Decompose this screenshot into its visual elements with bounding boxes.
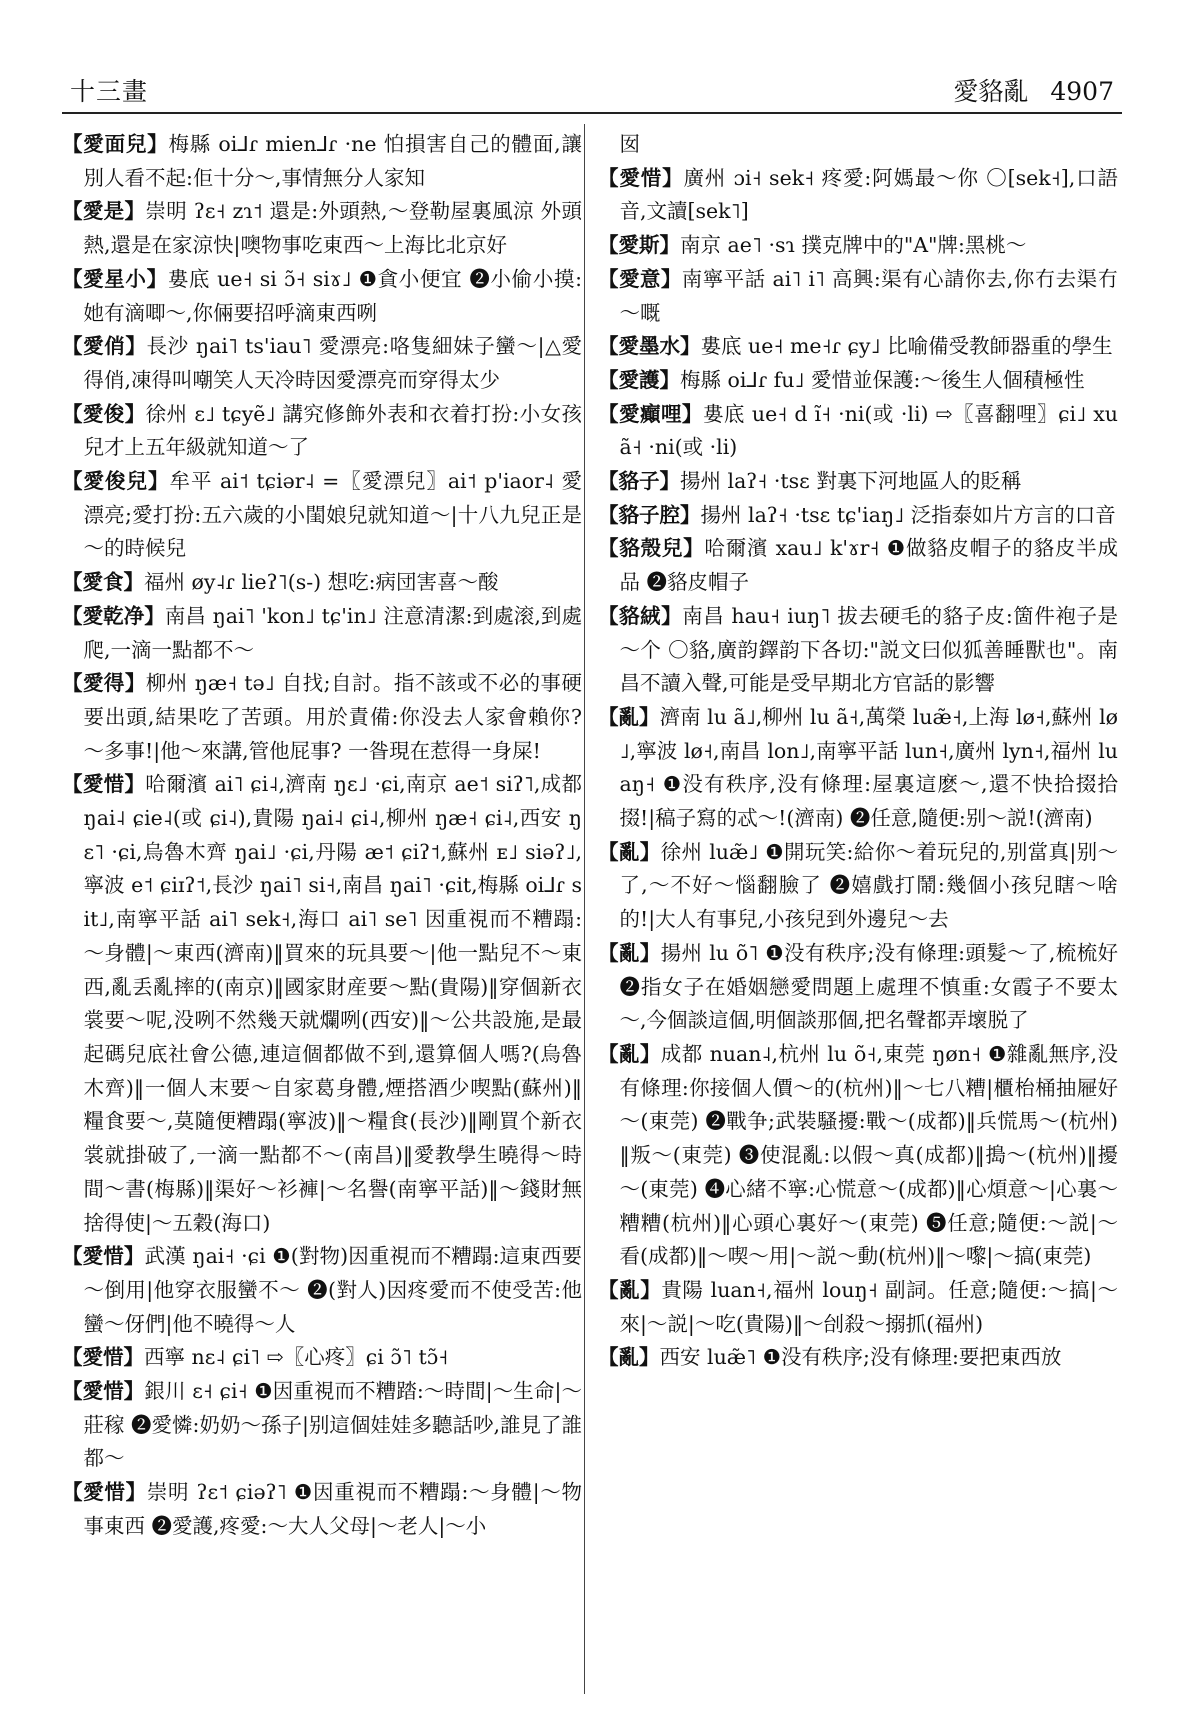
entry-body: 濟南 lu ã˩,柳州 lu ã˧,萬榮 luæ̃˧,上海 lø˧,蘇州 lø˩,寧波 lø˧,南昌 lon˩,南寧平話 lun˧,廣州 lyn˧,福州 luaŋ˧ ❶没有秩序,没有條理:屋裏這麽～,還不快拾掇拾掇!|稿子寫的忒～!(濟南) ❷任意,隨便:别～説!(濟南) [619, 704, 1118, 831]
entry-headword: 【愛惜】 [62, 1379, 145, 1404]
entry-headword: 【亂】 [598, 1041, 661, 1066]
dictionary-entry [62, 398, 582, 465]
dictionary-entry [598, 701, 1118, 836]
entry-body: 梅縣 oi⅃ɾ mien⅃ɾ ·ne 怕損害自己的體面,讓別人看不起:佢十分～,事情無分人家知 [83, 132, 582, 190]
entry-body: 揚州 laʔ˧ ·tsɛ 對裏下河地區人的貶稱 [680, 469, 1022, 494]
entry-body: 徐州 ɛ˩ tɕyẽ˩ 講究修飾外表和衣着打扮:小女孩兒才上五年級就知道～了 [83, 401, 582, 460]
dictionary-entry [62, 195, 582, 262]
entry-body: 牟平 ai˦ tɕiər˨ =〖愛漂兒〗ai˦ p'iaor˨ 愛漂亮;愛打扮:五六歲的小閨娘兒就知道～|十八九兒正是～的時候兒 [83, 469, 582, 561]
entry-headword: 【愛墨水】 [598, 334, 701, 359]
entry-headword: 【貉殼兒】 [598, 536, 705, 561]
entry-headword: 【愛癲哩】 [598, 401, 703, 426]
dictionary-entry [598, 128, 1118, 162]
column-divider [584, 124, 585, 1694]
entry-headword: 【愛面兒】 [62, 132, 169, 156]
entry-headword: 【愛食】 [62, 570, 144, 595]
dictionary-entry [598, 162, 1118, 229]
entry-headword: 【亂】 [598, 1277, 662, 1302]
page-header [62, 62, 1122, 112]
entry-headword: 【愛星小】 [62, 266, 168, 291]
dictionary-entry [62, 1341, 582, 1375]
dictionary-entry [598, 600, 1118, 701]
entry-headword: 【愛俊】 [62, 401, 146, 426]
entry-headword: 【愛乾净】 [62, 603, 165, 628]
entry-body: 南京 ae˥ ·sɿ 撲克牌中的"A"牌:黑桃～ [680, 233, 1027, 258]
entry-body: 福州 øy˨ɾ lieʔ˥(s-) 想吃:病団害喜～酸 [144, 570, 499, 595]
entry-body: 成都 nuan˨,杭州 lu õ˧,東莞 ŋøn˧ ❶雜亂無序,没有條理:你接個人價～的(杭州)‖～七八糟|櫃枱桶抽屜好～(東莞) ❷戰争;武裝騷擾:戰～(成都)‖兵慌馬～(杭州)‖叛～(東莞) ❸使混亂:以假～真(成都)‖搗～(杭州)‖擾～(東莞) ❹心緒不寧:心慌意～(成都)‖心煩意～|心裏～糟糟(杭州)‖心頭心裏好～(東莞) ❺任意;隨便:～説|～看(成都)‖～喫～用|～説～動(杭州)‖～嚟|～搞(東莞) [619, 1041, 1118, 1269]
left-column [62, 128, 582, 1693]
entry-headword: 【愛得】 [62, 671, 146, 696]
dictionary-entry [62, 600, 582, 667]
entry-headword: 【愛俊兒】 [62, 469, 170, 494]
entry-body: 揚州 lu õ˥ ❶没有秩序;没有條理:頭髮～了,梳梳好 ❷指女子在婚姻戀愛問題上處理不慎重:女霞子不要太～,今個談這個,明個談那個,把名聲都弄壞脱了 [619, 940, 1118, 1033]
entry-body: 婁底 ue˧ me˧ɾ ɕy˩ 比喻備受教師器重的學生 [700, 334, 1113, 359]
dictionary-entry [598, 836, 1118, 937]
dictionary-entry [62, 330, 582, 397]
dictionary-entry [598, 263, 1118, 330]
entry-headword: 【愛斯】 [598, 233, 680, 258]
dictionary-entry [598, 364, 1118, 398]
entry-headword: 【貉子腔】 [598, 502, 701, 527]
entry-body: 武漢 ŋai˧ ·ɕi ❶(對物)因重視而不糟蹋:這東西要～倒用|他穿衣服蠻不～ ❷(對人)因疼愛而不使受苦:他蠻～伢們|他不曉得～人 [83, 1244, 582, 1336]
entry-headword: 【愛惜】 [62, 1244, 145, 1269]
dictionary-entry [62, 1240, 582, 1341]
entry-body: 南昌 hau˧ iuŋ˥ 拔去硬毛的貉子皮:箇件袍子是～个 〇貉,廣韵鐸韵下各切:"説文曰似狐善睡獸也"。南昌不讀入聲,可能是受早期北方官話的影響 [619, 603, 1118, 696]
entry-body: 囡 [619, 132, 641, 156]
dictionary-entry [598, 465, 1118, 499]
dictionary-entry [62, 1375, 582, 1476]
running-head [931, 72, 1114, 108]
dictionary-entry [598, 937, 1118, 1038]
entry-body: 柳州 ŋæ˧ tə˩ 自找;自討。指不該或不必的事硬要出頭,結果吃了苦頭。用於責備:你没去人家會賴你? ～多事!|他～來講,管他屁事? 一昝現在惹得一身屎! [83, 671, 582, 763]
entry-headword: 【愛惜】 [62, 772, 146, 797]
entry-body: 銀川 ɛ˧ ɕi˧ ❶因重視而不糟踏:～時間|～生命|～莊稼 ❷愛憐:奶奶～孫子|别這個娃娃多聽話吵,誰見了誰都～ [83, 1379, 582, 1471]
entry-headword: 【愛意】 [598, 266, 682, 291]
entry-headword: 【愛惜】 [598, 165, 684, 190]
entry-body: 哈爾濱 xau˩ k'ɤr˧ ❶做貉皮帽子的貉皮半成品 ❷貉皮帽子 [619, 536, 1118, 595]
dictionary-entry [62, 263, 582, 330]
dictionary-entry [598, 532, 1118, 599]
entry-body: 揚州 laʔ˧ ·tsɛ tɕ'iaŋ˩ 泛指泰如片方言的口音 [700, 502, 1116, 527]
entry-headword: 【愛俏】 [62, 334, 147, 359]
entry-headword: 【愛是】 [62, 199, 146, 224]
entry-body: 哈爾濱 ai˥ ɕi˨,濟南 ŋɛ˩ ·ɕi,南京 ae˦ siʔ˥,成都 ŋai˨ ɕie˨(或 ɕi˨),貴陽 ŋai˨ ɕi˨,柳州 ŋæ˧ ɕi˨,西安 ŋɛ˥ ·ɕi,烏魯木齊 ŋai˩ ·ɕi,丹陽 æ˦ ɕiʔ˦,蘇州 ᴇ˩ siəʔ˩,寧波 e˦ ɕiɪʔ˦,長沙 ŋai˥ si˧,南昌 ŋai˥ ·ɕit,梅縣 oi⅃ɾ sit˩,南寧平話 ai˥ sek˧,海口 ai˥ se˥ 因重視而不糟蹋:～身體|～東西(濟南)‖買來的玩具要～|他一點兒不～東西,亂丢亂摔的(南京)‖國家財産要～點(貴陽)‖穿個新衣裳要～呢,没咧不然幾天就爛咧(西安)‖～公共設施,是最起碼兒底社會公德,連這個都做不到,還算個人嗎?(烏魯木齊)‖一個人末要～自家葛身體,煙搭酒少喫點(蘇州)‖糧食要～,莫隨便糟蹋(寧波)‖～糧食(長沙)‖剛買个新衣裳就掛破了,一滴一點都不～(南昌)‖愛教學生曉得～時間～書(梅縣)‖渠好～衫褲|～名譽(南寧平話)‖～錢財無捨得使|～五穀(海口) [83, 772, 582, 1235]
entry-headword: 【愛護】 [598, 367, 680, 392]
entry-body: 崇明 ʔɛ˦ ɕiəʔ˥ ❶因重視而不糟蹋:～身體|～物事東西 ❷愛護,疼愛:～大人父母|～老人|～小 [83, 1480, 582, 1538]
entry-body: 梅縣 oi⅃ɾ fu˩ 愛惜並保護:～後生人個積極性 [680, 367, 1085, 392]
dictionary-entry [598, 1274, 1118, 1341]
right-column [598, 128, 1118, 1693]
entry-body: 婁底 ue˧ si ɔ̃˧ siɤ˩ ❶貪小便宜 ❷小偷小摸:她有滴唧～,你倆要招呼滴東西咧 [83, 266, 582, 325]
entry-headword: 【亂】 [598, 839, 661, 864]
page-number: 4907 [1050, 77, 1114, 106]
dictionary-entry [598, 398, 1118, 465]
entry-body: 貴陽 luan˧,福州 louŋ˧ 副詞。任意;隨便:～搞|～來|～説|～吃(貴陽)‖～刣殺～搦抓(福州) [619, 1277, 1118, 1336]
entry-body: 南寧平話 ai˥ i˥ 高興:渠有心請你去,你冇去渠冇～嘅 [619, 266, 1118, 325]
entry-body: 長沙 ŋai˥ ts'iau˥ 愛漂亮:咯隻細妹子蠻～|△愛得俏,凍得叫嘲笑人天冷時因愛漂亮而穿得太少 [83, 334, 582, 392]
dictionary-entry [598, 330, 1118, 364]
section-label: 十三畫 [70, 77, 149, 106]
entry-body: 婁底 ue˧ d ĩ˧ ·ni(或 ·li) ⇨〖喜翻哩〗ɕi˩ xu ã˧ ·ni(或 ·li) [619, 401, 1118, 460]
entry-headword: 【亂】 [598, 704, 660, 729]
entry-body: 崇明 ʔɛ˧ zɿ˦ 還是:外頭熱,～登勒屋裏風涼 外頭熱,還是在家涼快|噢物事吃東西～上海比北京好 [83, 199, 582, 258]
dictionary-entry [62, 465, 582, 566]
header-rule [62, 112, 1122, 114]
dictionary-entry [598, 1341, 1118, 1375]
dictionary-entry [62, 128, 582, 195]
dictionary-entry [598, 229, 1118, 263]
dictionary-entry [598, 1038, 1118, 1274]
dictionary-entry [598, 499, 1118, 533]
entry-headword: 【亂】 [598, 1345, 660, 1370]
entry-headword: 【貉絨】 [598, 603, 683, 628]
dictionary-entry [62, 1476, 582, 1543]
entry-body: 西安 luæ̃˥ ❶没有秩序;没有條理:要把東西放 [659, 1345, 1062, 1370]
entry-body: 西寧 nɛ˨ ɕi˥ ⇨〖心疼〗ɕi ɔ̃˥ tɔ̃˧ [144, 1345, 449, 1370]
entry-headword: 【愛惜】 [62, 1345, 144, 1370]
dictionary-entry [62, 768, 582, 1240]
dictionary-entry [62, 667, 582, 768]
dictionary-entry [62, 566, 582, 600]
entry-headword: 【貉子】 [598, 469, 680, 494]
entry-body: 廣州 ɔi˧ sek˧ 疼愛:阿媽最～你 〇[sek˧],口語音,文讀[sek˥] [619, 165, 1118, 224]
entry-body: 南昌 ŋai˥ 'kon˩ tɕ'in˩ 注意清潔:到處滚,到處爬,一滴一點都不～ [83, 603, 582, 662]
entry-headword: 【亂】 [598, 940, 661, 965]
entry-headword: 【愛惜】 [62, 1480, 147, 1505]
entry-body: 徐州 luæ̃˩ ❶開玩笑:給你～着玩兒的,别當真|别～了,～不好～惱翻臉了 ❷嬉戲打鬧:幾個小孩兒瞎～啥的!|大人有事兒,小孩兒到外邊兒～去 [619, 839, 1118, 932]
headword-range: 愛貉亂 [953, 77, 1029, 106]
